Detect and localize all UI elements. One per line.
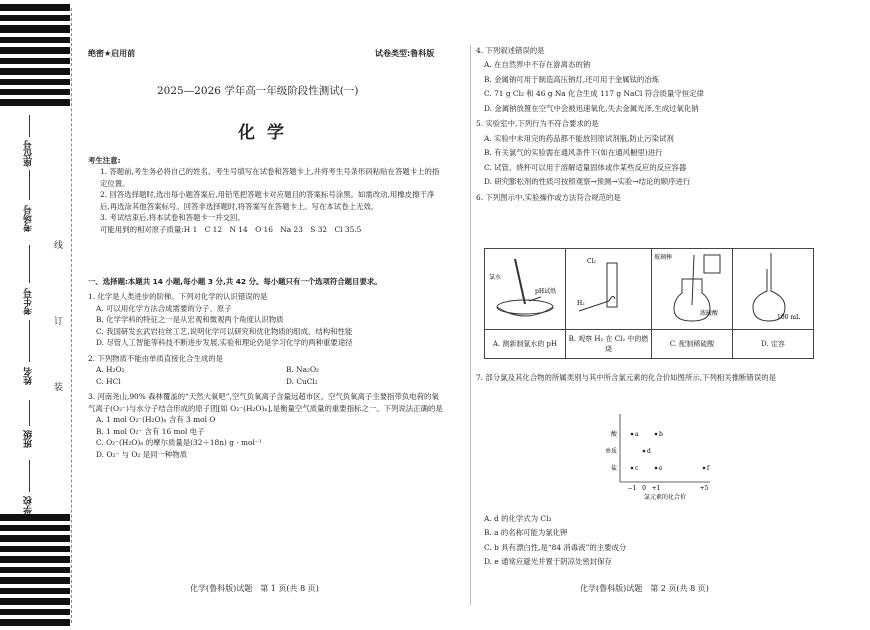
q4-option-a: A. 在自然界中不存在游离态的钠 xyxy=(484,60,591,70)
q5-option-a: A. 实验中未用完的药品都不能放回原试剂瓶,防止污染试剂 xyxy=(484,133,674,143)
burning-drawing xyxy=(569,249,649,327)
figure-a xyxy=(485,249,566,330)
q1-option-d: D. 尽管人工智能等科技不断进步发展,实验和理论仍是学习化学的两种重要途径 xyxy=(96,338,353,348)
q2-option-d: D. CuCl₂ xyxy=(286,376,318,386)
notice-title: 考生注意: xyxy=(88,156,121,165)
label-h2: H₂ xyxy=(576,300,585,307)
label-conc-acid: 浓硫酸 xyxy=(700,310,719,317)
q7-option-d: D. e 通常应避光并置于阴凉处密封保存 xyxy=(484,557,612,567)
right-questions-top xyxy=(476,45,836,203)
side-label-room: 考场号 xyxy=(24,205,34,232)
page-divider xyxy=(470,45,471,605)
q3-stem: 3. 河南尧山,90% 森林覆盖的“天然大氧吧”,空气负氧离子含量远超市区。空气负氧离子主要指带负电荷的氧气离子(O₂⁻)与水分子结合形成的原子团[如 O₂⁻(H₂O)ₙ],是衡量空气质量的重要指标之一。下列说法正确的是 xyxy=(88,392,443,413)
chart-y-tick-label: 单质 xyxy=(604,448,617,455)
caption-a: A. 测新制氯水的 pH xyxy=(485,330,566,359)
q6-figure-table xyxy=(484,248,814,359)
q2-option-c: C. HCl xyxy=(96,376,121,386)
q7-options xyxy=(476,510,836,568)
chart-x-tick-label: +5 xyxy=(699,485,709,492)
label-100ml: 100 mL xyxy=(777,314,801,321)
chart-point-c xyxy=(631,467,634,470)
chart-point-label-d: d xyxy=(647,448,651,455)
q2-stem: 2. 下列物质不能由单质直接化合生成的是 xyxy=(88,353,224,363)
q7-stem: 7. 部分氯及其化合物的所属类别与其中所含氯元素的化合价如图所示,下列相关推断错误的是 xyxy=(476,373,776,382)
paper-type: 试卷类型:鲁科版 xyxy=(375,49,435,58)
side-label-seat: 座位号 xyxy=(24,140,34,167)
figure-d xyxy=(733,249,814,330)
notice-3: 3. 考试结束后,将本试卷和答题卡一并交回。 xyxy=(100,213,245,223)
q7-stem-block xyxy=(476,372,836,383)
footer-page-2: 化学(鲁科版)试题 第 2 页(共 8 页) xyxy=(580,584,709,593)
notice-2: 2. 回答选择题时,选出每小题答案后,用铅笔把答题卡对应题目的答案标号涂黑。如需改动,用橡皮擦干净后,再选涂其他答案标号。回答非选择题时,将答案写在答题卡上。写在本试卷上无效。 xyxy=(100,190,435,211)
valence-category-chart xyxy=(590,410,720,502)
binding-word-order: 订 xyxy=(54,317,64,327)
side-label-candidate: 考生号 xyxy=(24,288,34,315)
q5-stem: 5. 实验室中,下列行为不符合要求的是 xyxy=(476,119,599,129)
exam-title: 2025—2026 学年高一年级阶段性测试(一) xyxy=(157,85,359,97)
chart-point-label-a: a xyxy=(635,431,639,438)
secret-mark: 绝密★启用前 xyxy=(88,49,136,58)
q4-stem: 4. 下列叙述错误的是 xyxy=(476,46,545,55)
chart-x-tick-label: −1 xyxy=(627,485,637,492)
label-chlorine-water: 氯水 xyxy=(489,274,502,281)
binding-line xyxy=(71,8,72,623)
chart-point-label-c: c xyxy=(635,465,639,472)
chart-point-label-b: b xyxy=(659,431,663,438)
q4-option-b: B. 金属钠可用于制造高压钠灯,还可用于金属钛的冶炼 xyxy=(484,74,660,84)
binding-word-line: 线 xyxy=(54,241,64,251)
chart-x-axis-label: 氯元素的化合价 xyxy=(643,494,687,501)
q2-option-a: A. H₂O₂ xyxy=(96,365,125,375)
subject-title: 化学 xyxy=(238,123,296,143)
q3-option-a: A. 1 mol O₂⁻(H₂O)ₙ 含有 3 mol O xyxy=(96,415,216,425)
q3-option-d: D. O₂⁻ 与 O₂ 是同一种物质 xyxy=(96,449,188,459)
chart-point-label-f: f xyxy=(707,465,710,472)
volumetric-drawing xyxy=(733,249,813,327)
chart-point-b xyxy=(655,433,658,436)
caption-c: C. 配制稀硫酸 xyxy=(652,330,733,359)
chart-x-tick-label: 0 xyxy=(642,485,646,492)
q3-option-c: C. O₂⁻(H₂O)ₙ 的摩尔质量是(32＋18n) g · mol⁻¹ xyxy=(96,438,262,448)
ph-test-drawing xyxy=(485,249,565,327)
q2-option-b: B. Na₂O₂ xyxy=(286,365,319,375)
q7-option-a: A. d 的化学式为 Cl₂ xyxy=(484,514,552,523)
q7-option-b: B. a 的名称可能为氯化钾 xyxy=(484,528,568,538)
q1-option-a: A. 可以用化学方法合成需要的分子、原子 xyxy=(96,303,232,313)
q4-option-c: C. 71 g Cl₂ 和 46 g Na 化合生成 117 g NaCl 符合质量守恒定律 xyxy=(484,89,704,99)
dilution-drawing xyxy=(652,249,732,327)
q3-option-b: B. 1 mol O₂⁻ 含有 16 mol 电子 xyxy=(96,426,205,436)
q5-option-b: B. 有关氯气的实验需在通风条件下(如在通风橱里)进行 xyxy=(484,148,663,158)
notice-block xyxy=(88,155,443,235)
figure-b xyxy=(566,249,652,330)
caption-b: B. 观察 H₂ 在 Cl₂ 中的燃烧 xyxy=(566,330,652,359)
binding-word-pack: 装 xyxy=(54,383,64,393)
q5-option-c: C. 试管、烧杯可以用于溶解适量固体或作某些反应的反应容器 xyxy=(484,162,687,172)
section-title: 一、选择题:本题共 14 小题,每小题 3 分,共 42 分。每小题只有一个选项符合题目要求。 xyxy=(88,277,382,286)
chart-point-label-e: e xyxy=(659,465,663,472)
side-label-name: 姓名 xyxy=(24,367,34,385)
q6-stem: 6. 下列图示中,实验操作或方法符合规范的是 xyxy=(476,192,621,202)
chart-x-tick-label: +1 xyxy=(651,485,661,492)
chart-y-tick-label: 酸 xyxy=(610,431,617,438)
chart-point-f xyxy=(703,467,706,470)
chart-point-a xyxy=(631,433,634,436)
left-questions xyxy=(88,276,443,460)
q1-stem: 1. 化学是人类进步的阶梯。下列对化学的认识错误的是 xyxy=(88,292,268,302)
chart-point-d xyxy=(643,450,646,453)
chart-y-tick-label: 盐 xyxy=(610,465,617,472)
side-label-class: 班级 xyxy=(24,430,34,448)
q5-option-d: D. 研究膨松剂的性质可按照观察→预测→实验→结论的顺序进行 xyxy=(484,177,691,187)
label-glass-rod: 玻璃棒 xyxy=(654,254,673,261)
q7-option-c: C. b 具有漂白性,是“84 消毒液”的主要成分 xyxy=(484,542,627,552)
q4-option-d: D. 金属钠放置在空气中会被迅速氧化,失去金属光泽,生成过氧化钠 xyxy=(484,103,699,113)
footer-page-1: 化学(鲁科版)试题 第 1 页(共 8 页) xyxy=(190,584,319,593)
label-cl2: Cl₂ xyxy=(586,258,596,265)
atomic-masses: 可能用到的相对原子质量:H 1 C 12 N 14 O 16 Na 23 S 32 Cl 35.5 xyxy=(100,224,362,234)
q1-option-b: B. 化学学科的特征之一是从宏观和微观两个角度认识物质 xyxy=(96,315,284,325)
label-ph-paper: pH试纸 xyxy=(535,288,557,295)
caption-d: D. 定容 xyxy=(733,330,814,359)
side-label-school: 学校 xyxy=(24,496,34,514)
chart-point-e xyxy=(655,467,658,470)
figure-c xyxy=(652,249,733,330)
notice-1: 1. 答题前,考生务必将自己的姓名、考生号填写在试卷和答题卡上,并将考生号条形码粘贴在答题卡上的指定位置。 xyxy=(100,167,440,188)
q1-option-c: C. 我国研发玄武岩拉丝工艺,说明化学可以研究和优化物质的组成、结构和性能 xyxy=(96,326,353,336)
